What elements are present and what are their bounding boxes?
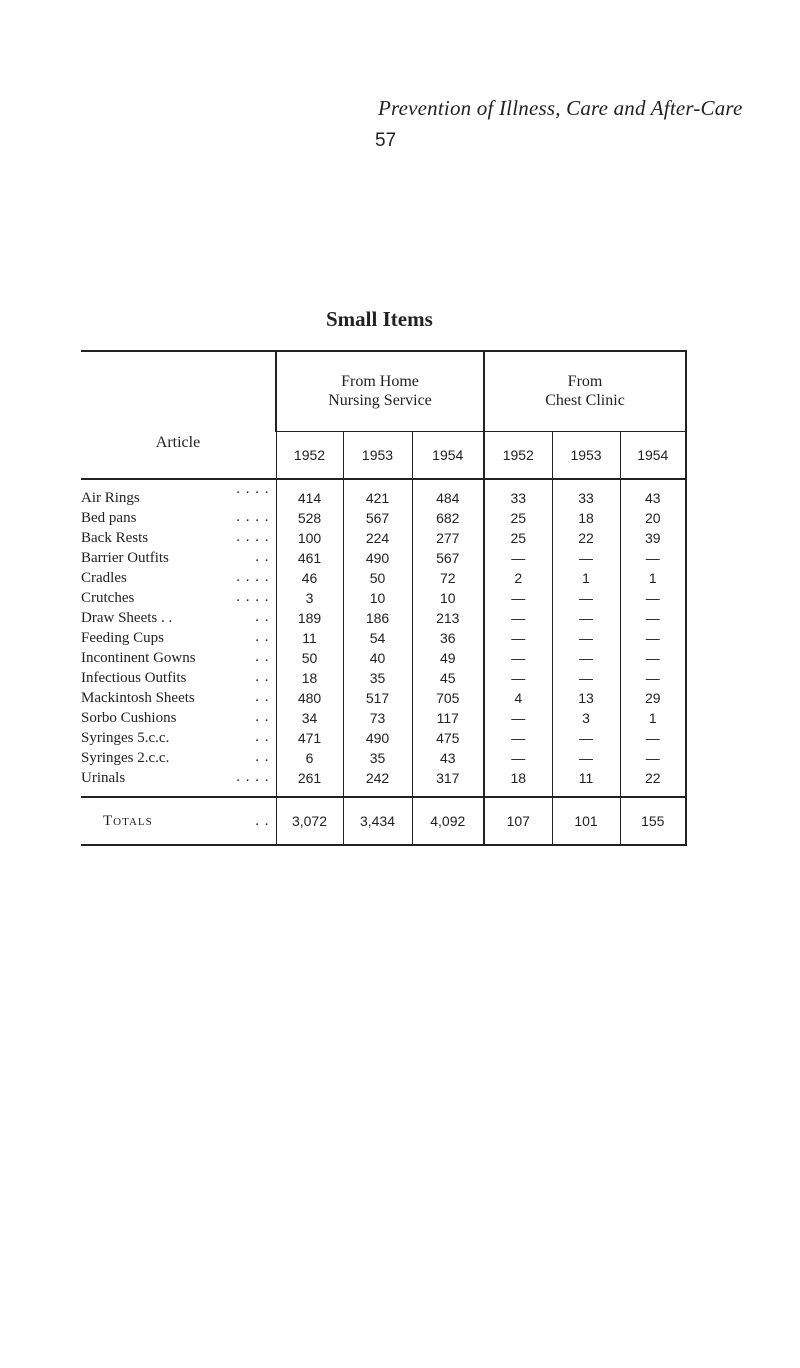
value-cell: 484 (412, 479, 484, 508)
value-cell: 567 (343, 508, 412, 528)
value-cell: — (552, 548, 620, 568)
value-cell: 682 (412, 508, 484, 528)
value-cell: — (620, 588, 686, 608)
value-cell: 43 (412, 748, 484, 768)
leader-dots: . . (255, 549, 270, 565)
article-cell (81, 568, 276, 588)
value-cell: 18 (484, 768, 552, 797)
table-row (81, 568, 686, 588)
value-cell: — (620, 668, 686, 688)
table-row (81, 668, 686, 688)
table-row (81, 648, 686, 668)
value-cell: 13 (552, 688, 620, 708)
article-cell (81, 728, 276, 748)
value-cell: — (620, 728, 686, 748)
value-cell: 29 (620, 688, 686, 708)
home-nursing-group-header (276, 351, 484, 431)
value-cell: 1 (620, 708, 686, 728)
value-cell: — (484, 668, 552, 688)
page-number: 57 (375, 130, 397, 151)
value-cell: 22 (620, 768, 686, 797)
article-cell (81, 668, 276, 688)
table-row (81, 508, 686, 528)
leader-dots: . . . . (236, 509, 270, 525)
value-cell: 261 (276, 768, 343, 797)
value-cell: 189 (276, 608, 343, 628)
value-cell: 45 (412, 668, 484, 688)
year-header: 1953 (552, 431, 620, 479)
value-cell: 39 (620, 528, 686, 548)
value-cell: — (552, 648, 620, 668)
value-cell: 213 (412, 608, 484, 628)
value-cell: 40 (343, 648, 412, 668)
value-cell: 36 (412, 628, 484, 648)
value-cell: 35 (343, 668, 412, 688)
total-cell: 3,434 (343, 797, 412, 845)
value-cell: 186 (343, 608, 412, 628)
value-cell: 480 (276, 688, 343, 708)
article-cell (81, 628, 276, 648)
value-cell: 11 (276, 628, 343, 648)
value-cell: — (620, 748, 686, 768)
table-row (81, 688, 686, 708)
home-nursing-header-line1: From Home (341, 373, 419, 391)
article-name: Urinals (81, 769, 126, 786)
table-row (81, 728, 686, 748)
value-cell: 2 (484, 568, 552, 588)
article-cell (81, 748, 276, 768)
value-cell: — (484, 548, 552, 568)
value-cell: — (484, 708, 552, 728)
table-row (81, 528, 686, 548)
totals-label-cell (81, 797, 276, 845)
article-cell (81, 508, 276, 528)
value-cell: 35 (343, 748, 412, 768)
value-cell: 33 (552, 479, 620, 508)
value-cell: — (620, 628, 686, 648)
article-name: Bed pans (81, 509, 137, 526)
article-cell (81, 708, 276, 728)
value-cell: 72 (412, 568, 484, 588)
value-cell: — (552, 728, 620, 748)
totals-label: Totals (103, 812, 153, 829)
article-cell (81, 688, 276, 708)
value-cell: — (620, 608, 686, 628)
leader-dots: . . . . (236, 481, 270, 497)
value-cell: 490 (343, 728, 412, 748)
value-cell: 49 (412, 648, 484, 668)
value-cell: 414 (276, 479, 343, 508)
value-cell: 4 (484, 688, 552, 708)
value-cell: — (484, 748, 552, 768)
value-cell: 490 (343, 548, 412, 568)
value-cell: 18 (276, 668, 343, 688)
value-cell: — (484, 728, 552, 748)
table-row (81, 588, 686, 608)
small-items-table (81, 350, 687, 846)
leader-dots: . . (255, 649, 270, 665)
value-cell: 277 (412, 528, 484, 548)
leader-dots: . . . . (236, 529, 270, 545)
value-cell: 100 (276, 528, 343, 548)
article-name: Draw Sheets . . (81, 609, 173, 626)
table-row (81, 608, 686, 628)
article-cell (81, 548, 276, 568)
article-cell (81, 588, 276, 608)
value-cell: 117 (412, 708, 484, 728)
home-nursing-header-line2: Nursing Service (328, 392, 432, 410)
value-cell: — (484, 628, 552, 648)
table-row (81, 768, 686, 797)
year-header: 1954 (620, 431, 686, 479)
article-name: Syringes 5.c.c. (81, 729, 170, 746)
value-cell: — (552, 628, 620, 648)
value-cell: 471 (276, 728, 343, 748)
article-name: Sorbo Cushions (81, 709, 177, 726)
leader-dots: . . . . (236, 569, 270, 585)
article-name: Barrier Outfits (81, 549, 169, 566)
year-header: 1952 (484, 431, 552, 479)
value-cell: 73 (343, 708, 412, 728)
value-cell: 34 (276, 708, 343, 728)
value-cell: 46 (276, 568, 343, 588)
total-cell: 155 (620, 797, 686, 845)
value-cell: 224 (343, 528, 412, 548)
value-cell: — (484, 648, 552, 668)
article-name: Back Rests (81, 529, 149, 546)
value-cell: 50 (343, 568, 412, 588)
leader-dots: . . . . (236, 769, 270, 785)
chest-clinic-header-line1: From (567, 373, 603, 391)
chest-clinic-group-header (484, 351, 686, 431)
value-cell: 54 (343, 628, 412, 648)
table-row (81, 479, 686, 508)
value-cell: — (552, 668, 620, 688)
table-title: Small Items (326, 307, 433, 331)
value-cell: — (484, 608, 552, 628)
article-name: Feeding Cups (81, 629, 164, 646)
running-head: Prevention of Illness, Care and After-Care (378, 96, 743, 120)
value-cell: 517 (343, 688, 412, 708)
value-cell: 567 (412, 548, 484, 568)
chest-clinic-header-line2: Chest Clinic (545, 392, 625, 410)
article-name: Mackintosh Sheets (81, 689, 195, 706)
table-row (81, 708, 686, 728)
value-cell: 18 (552, 508, 620, 528)
value-cell: — (552, 588, 620, 608)
value-cell: 1 (552, 568, 620, 588)
table-row (81, 628, 686, 648)
value-cell: 25 (484, 528, 552, 548)
value-cell: 421 (343, 479, 412, 508)
total-cell: 101 (552, 797, 620, 845)
article-cell (81, 479, 276, 508)
value-cell: — (484, 588, 552, 608)
article-cell (81, 648, 276, 668)
leader-dots: . . (255, 813, 270, 829)
value-cell: 317 (412, 768, 484, 797)
leader-dots: . . (255, 629, 270, 645)
value-cell: 10 (412, 588, 484, 608)
value-cell: 461 (276, 548, 343, 568)
leader-dots: . . (255, 689, 270, 705)
table-row (81, 748, 686, 768)
value-cell: 528 (276, 508, 343, 528)
value-cell: 25 (484, 508, 552, 528)
year-header: 1953 (343, 431, 412, 479)
article-column-header: Article (81, 351, 276, 479)
value-cell: — (552, 608, 620, 628)
leader-dots: . . (255, 669, 270, 685)
article-name: Infectious Outfits (81, 669, 187, 686)
value-cell: — (620, 548, 686, 568)
article-name: Syringes 2.c.c. (81, 749, 170, 766)
total-cell: 4,092 (412, 797, 484, 845)
value-cell: — (552, 748, 620, 768)
value-cell: 6 (276, 748, 343, 768)
article-name: Incontinent Gowns (81, 649, 196, 666)
value-cell: 10 (343, 588, 412, 608)
value-cell: 3 (276, 588, 343, 608)
table-row (81, 548, 686, 568)
value-cell: 705 (412, 688, 484, 708)
year-header: 1954 (412, 431, 484, 479)
value-cell: 475 (412, 728, 484, 748)
value-cell: — (620, 648, 686, 668)
value-cell: 11 (552, 768, 620, 797)
total-cell: 3,072 (276, 797, 343, 845)
value-cell: 22 (552, 528, 620, 548)
totals-row (81, 797, 686, 845)
year-header: 1952 (276, 431, 343, 479)
total-cell: 107 (484, 797, 552, 845)
leader-dots: . . (255, 729, 270, 745)
value-cell: 20 (620, 508, 686, 528)
value-cell: 50 (276, 648, 343, 668)
leader-dots: . . (255, 709, 270, 725)
value-cell: 43 (620, 479, 686, 508)
article-name: Air Rings (81, 489, 140, 506)
leader-dots: . . . . (236, 589, 270, 605)
article-name: Crutches (81, 589, 135, 606)
article-cell (81, 608, 276, 628)
article-name: Cradles (81, 569, 127, 586)
value-cell: 3 (552, 708, 620, 728)
value-cell: 1 (620, 568, 686, 588)
leader-dots: . . (255, 749, 270, 765)
article-cell (81, 528, 276, 548)
value-cell: 33 (484, 479, 552, 508)
article-cell (81, 768, 276, 797)
value-cell: 242 (343, 768, 412, 797)
leader-dots: . . (255, 609, 270, 625)
